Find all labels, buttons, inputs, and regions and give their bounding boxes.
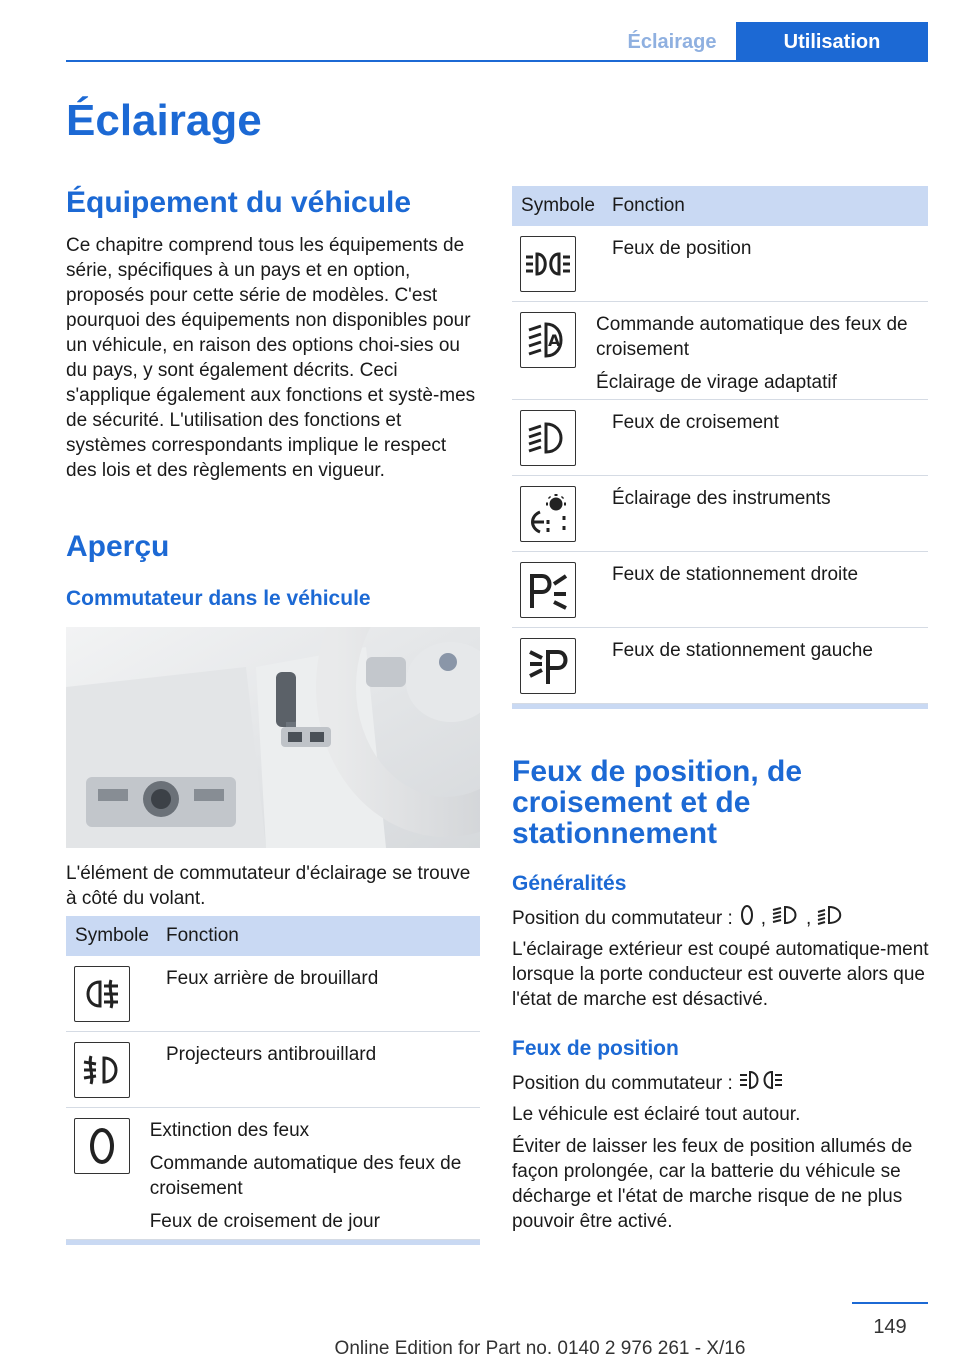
auto-headlight-icon xyxy=(520,312,576,368)
auto-headlight-icon xyxy=(817,904,845,933)
lights-off-zero-icon xyxy=(74,1118,130,1174)
instrument-lighting-icon xyxy=(520,486,576,542)
col-symbol-header: Symbole xyxy=(521,195,595,216)
symbol-table-left xyxy=(66,916,480,1245)
equipment-heading: Équipement du véhicule xyxy=(66,186,412,219)
function-label: Feux de croisement de jour xyxy=(149,1211,380,1232)
header-rule xyxy=(66,60,928,62)
col-function-header: Fonction xyxy=(612,195,685,216)
position-heading: Feux de position xyxy=(512,1037,679,1060)
general-heading: Généralités xyxy=(512,872,627,895)
edition-footer: Online Edition for Part no. 0140 2 976 261 - X/16 xyxy=(334,1338,746,1359)
header-section-tab[interactable]: Éclairage xyxy=(627,31,717,53)
parking-left-icon xyxy=(520,638,576,694)
rear-fog-light-icon xyxy=(74,966,130,1022)
low-beam-icon xyxy=(520,410,576,466)
table-row xyxy=(512,552,928,628)
function-label: Extinction des feux xyxy=(149,1120,310,1141)
table-row xyxy=(512,628,928,704)
table-end-bar xyxy=(66,1240,480,1245)
general-text: L'éclairage extérieur est coupé automatique-ment lorsque la porte conducteur est ouverte alors que l'état de marche est désactivé. xyxy=(512,939,929,1010)
page-number: 149 xyxy=(873,1316,907,1338)
position-text-2: Éviter de laisser les feux de position allumés de façon prolongée, car la batterie du véhicule se décharge et l'état de marche risque de ne plus pouvoir être activé. xyxy=(512,1136,913,1232)
lights-off-zero-icon xyxy=(739,904,755,933)
function-label: Éclairage des instruments xyxy=(612,488,831,509)
table-row xyxy=(66,956,480,1032)
lights-section-heading: Feux de position, de croisement et de stationnement xyxy=(512,755,803,850)
table-row xyxy=(66,1032,480,1108)
table-row xyxy=(512,400,928,476)
overview-caption: L'élément de commutateur d'éclairage se trouve à côté du volant. xyxy=(66,863,471,909)
table-row xyxy=(512,476,928,552)
low-beam-icon xyxy=(772,904,800,933)
table-header xyxy=(512,186,928,226)
front-fog-light-icon xyxy=(74,1042,130,1098)
symbol-table-right xyxy=(512,186,928,709)
function-label: Feux de stationnement gauche xyxy=(612,640,873,661)
switch-position-label: Position du commutateur : xyxy=(512,1073,733,1094)
parking-right-icon xyxy=(520,562,576,618)
switch-photo xyxy=(66,627,480,848)
col-symbol-header: Symbole xyxy=(75,925,149,946)
function-label: Commande automatique des feux de croisement xyxy=(596,314,908,360)
function-label: Feux de stationnement droite xyxy=(612,564,859,585)
general-switch-positions: Position du commutateur : , , xyxy=(512,904,928,933)
footer-rule xyxy=(852,1302,928,1304)
overview-subheading: Commutateur dans le véhicule xyxy=(66,587,371,610)
parking-lights-icon xyxy=(739,1069,783,1098)
svg-text:A: A xyxy=(548,331,561,350)
table-row xyxy=(512,302,928,400)
function-label: Feux de croisement xyxy=(612,412,779,433)
switch-position-label: Position du commutateur : xyxy=(512,908,733,929)
table-header xyxy=(66,916,480,956)
position-text-1: Le véhicule est éclairé tout autour. xyxy=(512,1104,801,1125)
overview-heading: Aperçu xyxy=(66,530,170,563)
function-label: Éclairage de virage adaptatif xyxy=(596,372,837,393)
function-label: Projecteurs antibrouillard xyxy=(166,1044,377,1065)
table-end-bar xyxy=(512,704,928,709)
parking-lights-icon xyxy=(520,236,576,292)
function-label: Commande automatique des feux de croisement xyxy=(149,1153,462,1199)
page-title: Éclairage xyxy=(66,96,262,145)
col-function-header: Fonction xyxy=(166,925,239,946)
header-chapter-tab[interactable]: Utilisation xyxy=(736,22,928,62)
equipment-text: Ce chapitre comprend tous les équipements de série, spécifiques à un pays et en option, proposés pour cette série de modèles. C'est pourquoi des équipements non disponibles pour un véhicule, en raison des options choi-sies ou du pays, y sont également décrits. Ceci s'applique également aux fonctions et systè-mes de sécurité. L'utilisation des fonctions et systèmes correspondants implique le respect des lois et des règlements en vigueur. xyxy=(66,235,476,481)
function-label: Feux de position xyxy=(612,238,752,259)
table-row xyxy=(512,226,928,302)
function-label: Feux arrière de brouillard xyxy=(166,968,379,989)
position-switch-positions xyxy=(512,1069,928,1098)
table-row xyxy=(66,1108,480,1240)
